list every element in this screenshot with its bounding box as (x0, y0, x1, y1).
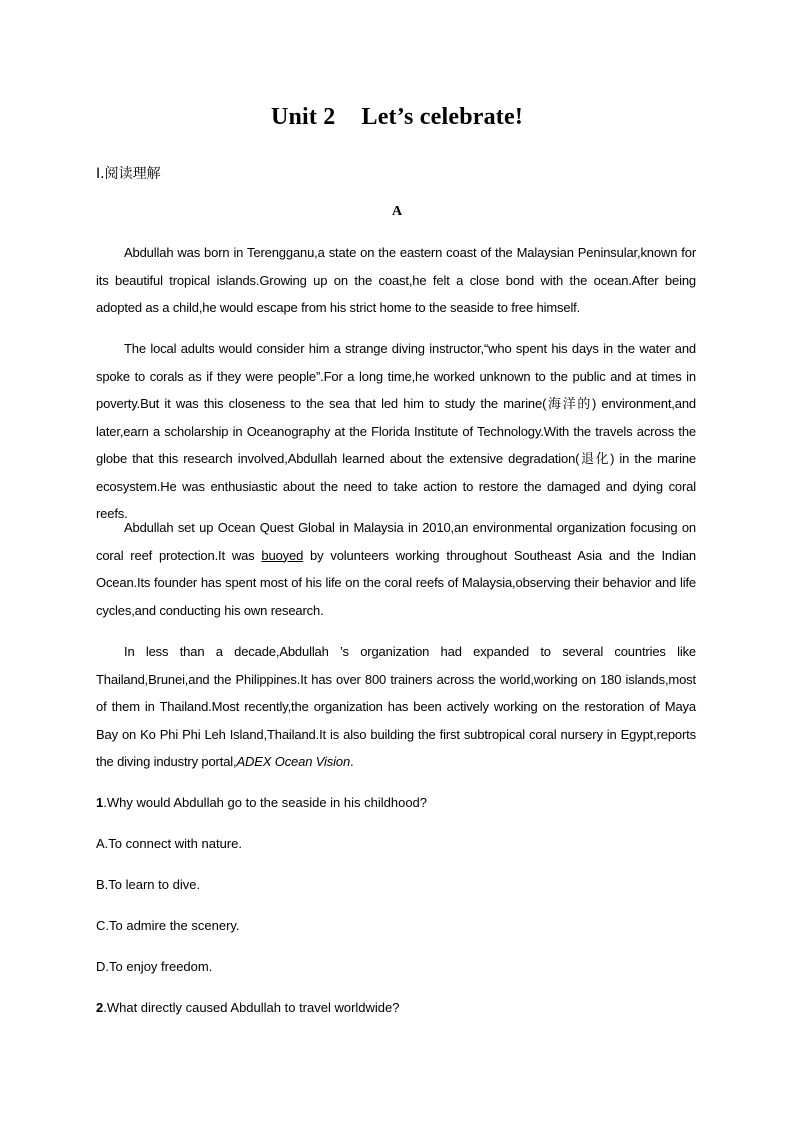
question-stem: .Why would Abdullah go to the seaside in his childhood? (103, 795, 428, 810)
passage-paragraph-2: The local adults would consider him a strange diving instructor,“who spent his days in the water and spoke to corals as if they were people”.For a long time,he worked unknown to the public and at times in poverty.But it was this closeness to the sea that led him to study the marine(海洋的) environment,and later,earn a scholarship in Oceanography at the Florida Institute of Technology.With the travels across the globe that this research involved,Abdullah learned about the extensive degradation(退化) in the marine ecosystem.He was enthusiastic about the need to take action to restore the damaged and dying coral reefs. (96, 341, 696, 521)
section-heading: Ⅰ.阅读理解 (96, 166, 161, 182)
passage-paragraph-1: Abdullah was born in Terengganu,a state on the eastern coast of the Malaysian Peninsular,known for its beautiful tropical islands.Growing up on the coast,he felt a close bond with the ocean.After being adopted as a child,he would escape from his strict home to the seaside to free himself. (96, 245, 696, 315)
passage-paragraph-4: In less than a decade,Abdullah ’s organization had expanded to several countries like Thailand,Brunei,and the Philippines.It has over 800 trainers across the world,working on 180 islands,most of them in Thailand.Most recently,the organization has been actively working on the restoration of Maya Bay on Ko Phi Phi Leh Island,Thailand.It is also building the first subtropical coral nursery in Egypt,reports the diving industry portal,ADEX Ocean Vision. (96, 644, 696, 769)
underlined-word: buoyed (261, 547, 304, 563)
page-title (0, 104, 794, 131)
question-number: 1 (96, 795, 104, 810)
question-1-option-b: B.To learn to dive. (96, 877, 201, 892)
passage-letter: A (391, 204, 403, 219)
question-number: 2 (96, 1000, 104, 1015)
unit-subtitle: Let’s celebrate! (361, 104, 524, 130)
unit-label: Unit 2 (270, 104, 336, 130)
question-1-option-d: D.To enjoy freedom. (96, 959, 213, 974)
question-1-option-a: A.To connect with nature. (96, 836, 242, 851)
question-1-option-c: C.To admire the scenery. (96, 918, 240, 933)
italic-source: ADEX Ocean Vision (236, 754, 351, 769)
question-1 (96, 795, 427, 810)
passage-paragraph-3: Abdullah set up Ocean Quest Global in Malaysia in 2010,an environmental organization focusing on coral reef protection.It was buoyed by volunteers working throughout Southeast Asia and the Indian Ocean.Its founder has spent most of his life on the coral reefs of Malaysia,observing their behavior and life cycles,and conducting his own research. (96, 520, 696, 618)
question-2 (96, 1000, 400, 1015)
question-stem: .What directly caused Abdullah to travel worldwide? (103, 1000, 400, 1015)
